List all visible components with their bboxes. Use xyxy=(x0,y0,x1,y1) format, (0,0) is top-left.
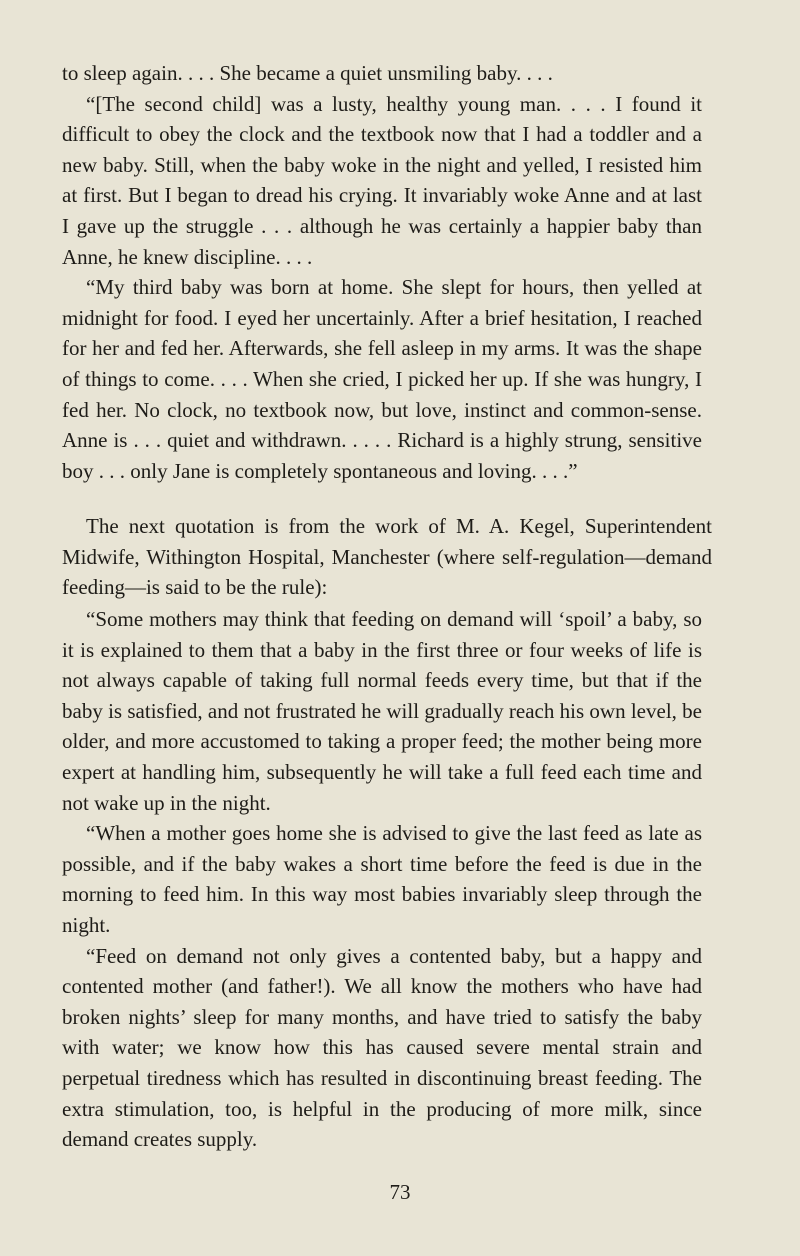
page-number: 73 xyxy=(389,1180,411,1204)
quoted-mother-account xyxy=(62,58,702,486)
paragraph-feed-on-demand: “Feed on demand not only gives a contented baby, but a happy and contented mother (and father!). We all know the mothers who have had broken nights’ sleep for many months, and have tried to satisfy the baby with water; we know how this has caused severe mental strain and perpetual tiredness which has resulted in discontinuing breast feeding. The extra stimulation, too, is helpful in the producing of more milk, since demand creates supply. xyxy=(62,943,702,1152)
paragraph-spoil-baby: “Some mothers may think that feeding on demand will ‘spoil’ a baby, so it is explained to them that a baby in the first three or four weeks of life is not always capable of taking full normal feeds every time, but that if the baby is satisfied, and not frustrated he will gradually reach his own level, be older, and more accustomed to taking a proper feed; the mother being more expert at handling him, subsequently he will take a full feed each time and not wake up in the night. xyxy=(62,607,702,815)
paragraph-kegel-intro: The next quotation is from the work of M. A. Kegel, Superintendent Midwife, Withington Hospital, Manchester (where self-regulation—demand feeding—is said to be the rule): xyxy=(62,514,712,600)
introduction-paragraph xyxy=(62,511,712,603)
paragraph-third-baby: “My third baby was born at home. She slept for hours, then yelled at midnight for food. I eyed her uncertainly. After a brief hesitation, I reached for her and fed her. Afterwards, she fell asleep in my arms. It was the shape of things to come. . . . When she cried, I picked her up. If she was hungry, I fed her. No clock, no textbook now, but love, instinct and common-sense. Anne is . . . quiet and withdrawn. . . . . Richard is a highly strung, sensitive boy . . . only Jane is completely spontaneous and loving. . . .” xyxy=(62,275,702,483)
paragraph-second-child: “[The second child] was a lusty, healthy young man. . . . I found it difficult to obey the clock and the textbook now that I had a toddler and a new baby. Still, when the baby woke in the night and yelled, I resisted him at first. But I began to dread his crying. It invariably woke Anne and at last I gave up the struggle . . . although he was certainly a happier baby than Anne, he knew discipline. . . . xyxy=(62,91,702,269)
paragraph-continuation: to sleep again. . . . She became a quiet unsmiling baby. . . . xyxy=(62,61,553,85)
kegel-quotation xyxy=(62,604,702,1155)
paragraph-mother-goes-home: “When a mother goes home she is advised to give the last feed as late as possible, and if the baby wakes a short time before the feed is due in the morning to feed him. In this way most babies invariably sleep through the night. xyxy=(62,821,702,937)
